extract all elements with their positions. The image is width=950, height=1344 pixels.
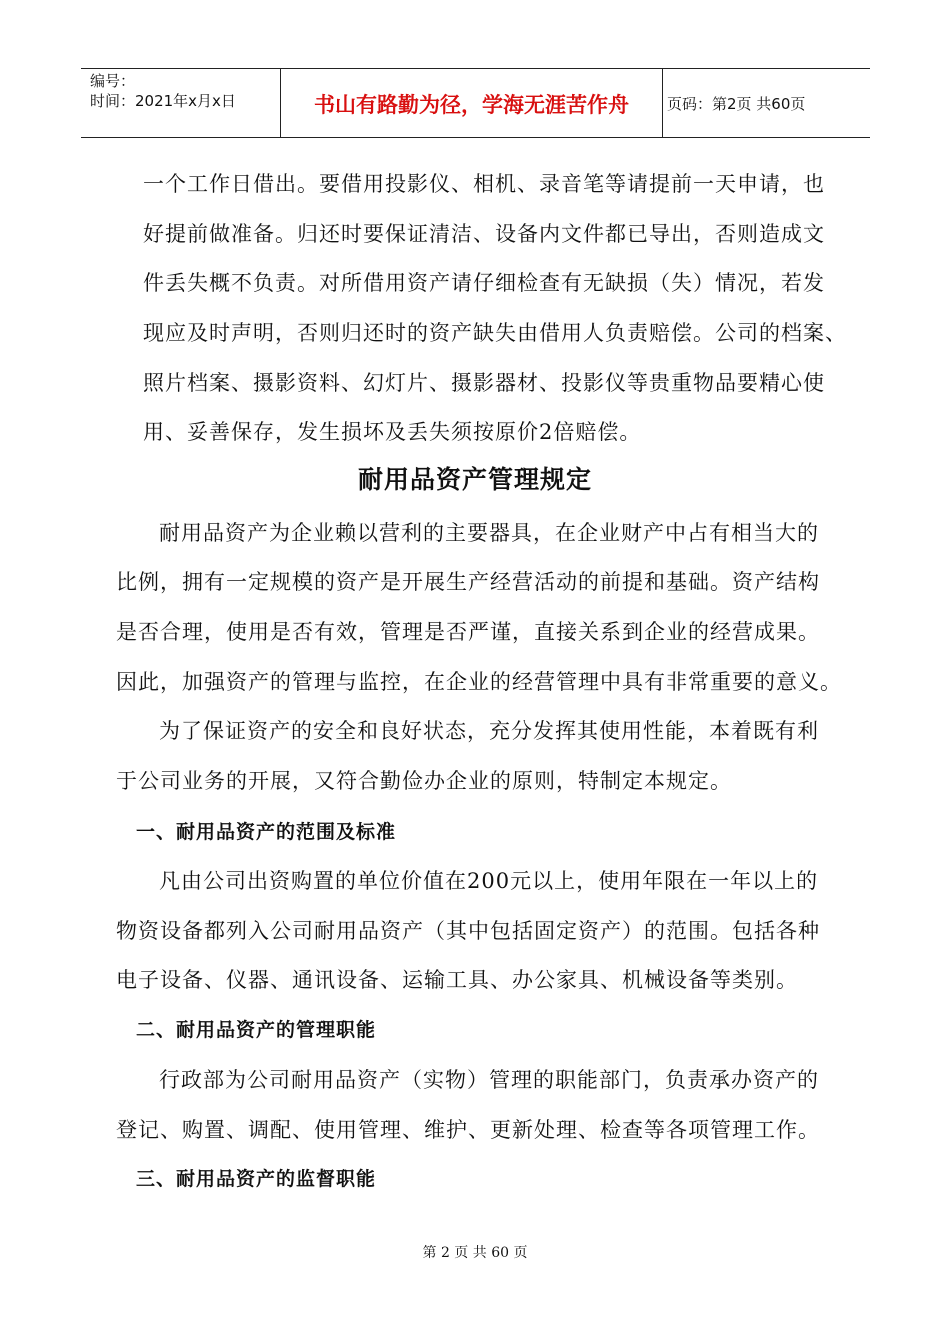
section-heading-supervision: 三、耐用品资产的监督职能 xyxy=(136,1168,377,1190)
text-line: 件丢失概不负责。对所借用资产请仔细检查有无缺损（失）情况，若发 xyxy=(143,271,825,295)
header-page-number: 页码：第2页 共60页 xyxy=(667,95,806,113)
document-number-label: 编号： xyxy=(90,72,136,90)
text-line: 现应及时声明，否则归还时的资产缺失由借用人负责赔偿。公司的档案、 xyxy=(143,321,847,345)
text-line: 行政部为公司耐用品资产（实物）管理的职能部门，负责承办资产的 xyxy=(159,1068,819,1092)
text-line: 物资设备都列入公司耐用品资产（其中包括固定资产）的范围。包括各种 xyxy=(116,919,820,943)
text-line: 于公司业务的开展，又符合勤俭办企业的原则，特制定本规定。 xyxy=(116,769,732,793)
header-page-cell xyxy=(663,69,870,137)
header-motto: 书山有路勤为径，学海无涯苦作舟 xyxy=(314,93,629,117)
text-line: 照片档案、摄影资料、幻灯片、摄影器材、投影仪等贵重物品要精心使 xyxy=(143,371,825,395)
text-line: 好提前做准备。归还时要保证清洁、设备内文件都已导出，否则造成文 xyxy=(143,222,825,246)
text-line: 是否合理，使用是否有效，管理是否严谨，直接关系到企业的经营成果。 xyxy=(116,620,820,644)
section-heading-management: 二、耐用品资产的管理职能 xyxy=(136,1019,377,1041)
document-title: 耐用品资产管理规定 xyxy=(357,465,592,494)
section-heading-scope: 一、耐用品资产的范围及标准 xyxy=(136,821,397,843)
document-date-label: 时间：2021年x月x日 xyxy=(90,92,236,110)
text-line: 电子设备、仪器、通讯设备、运输工具、办公家具、机械设备等类别。 xyxy=(116,968,798,992)
page-header xyxy=(81,68,870,138)
text-line: 耐用品资产为企业赖以营利的主要器具，在企业财产中占有相当大的 xyxy=(159,521,819,545)
text-line: 用、妥善保存，发生损坏及丢失须按原价2倍赔偿。 xyxy=(143,420,642,444)
text-line: 凡由公司出资购置的单位价值在200元以上，使用年限在一年以上的 xyxy=(159,869,819,893)
text-line: 一个工作日借出。要借用投影仪、相机、录音笔等请提前一天申请，也 xyxy=(143,172,825,196)
page-footer xyxy=(0,1244,950,1262)
header-meta-cell xyxy=(81,69,280,137)
text-line: 登记、购置、调配、使用管理、维护、更新处理、检查等各项管理工作。 xyxy=(116,1118,820,1142)
footer-page-number: 第 2 页 共 60 页 xyxy=(422,1245,528,1261)
text-line: 因此，加强资产的管理与监控，在企业的经营管理中具有非常重要的意义。 xyxy=(116,670,842,694)
text-line: 比例，拥有一定规模的资产是开展生产经营活动的前提和基础。资产结构 xyxy=(116,570,820,594)
header-motto-cell xyxy=(280,69,663,137)
text-line: 为了保证资产的安全和良好状态，充分发挥其使用性能，本着既有利 xyxy=(159,719,819,743)
